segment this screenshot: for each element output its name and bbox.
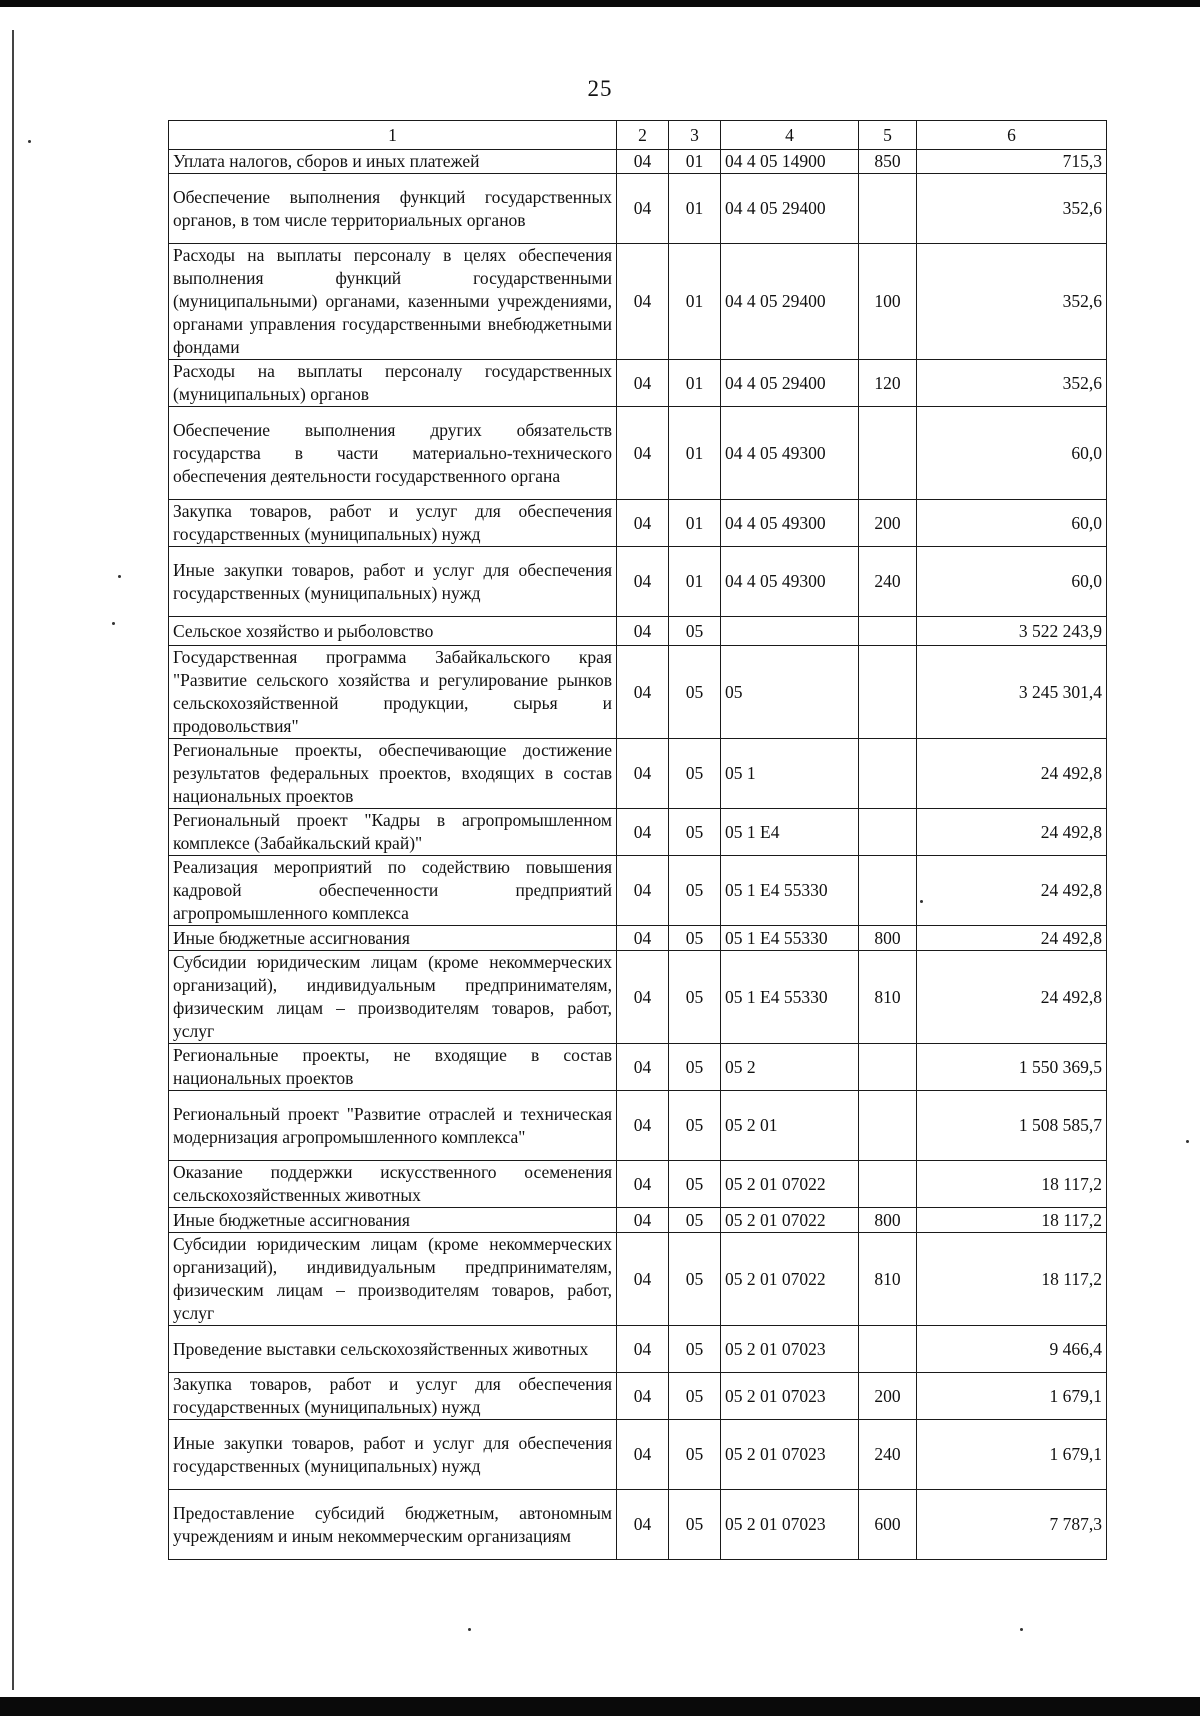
row-cost-type-cell <box>859 856 917 926</box>
row-subsection-cell: 05 <box>669 1326 721 1373</box>
row-name-cell: Региональные проекты, не входящие в состав национальных проектов <box>169 1044 617 1091</box>
row-csr-cell: 04 4 05 49300 <box>721 547 859 617</box>
row-section-cell: 04 <box>617 407 669 500</box>
table-row <box>169 1326 1107 1373</box>
row-subsection-cell: 05 <box>669 1373 721 1420</box>
row-section-cell: 04 <box>617 360 669 407</box>
row-section-cell: 04 <box>617 646 669 739</box>
row-amount-cell: 352,6 <box>917 360 1107 407</box>
row-cost-type-cell: 200 <box>859 1373 917 1420</box>
row-name-cell: Оказание поддержки искусственного осеменения сельскохозяйственных животных <box>169 1161 617 1208</box>
row-subsection-cell: 05 <box>669 926 721 951</box>
row-amount-cell: 24 492,8 <box>917 856 1107 926</box>
row-subsection-cell: 01 <box>669 407 721 500</box>
row-name-cell: Иные закупки товаров, работ и услуг для обеспечения государственных (муниципальных) нужд <box>169 1420 617 1490</box>
row-name-cell: Региональные проекты, обеспечивающие достижение результатов федеральных проектов, входящих в состав национальных проектов <box>169 739 617 809</box>
row-cost-type-cell <box>859 809 917 856</box>
row-amount-cell: 3 245 301,4 <box>917 646 1107 739</box>
row-csr-cell: 04 4 05 29400 <box>721 360 859 407</box>
scan-speck <box>920 900 923 903</box>
row-name-cell: Региональный проект "Развитие отраслей и техническая модернизация агропромышленного комплекса" <box>169 1091 617 1161</box>
table-row <box>169 856 1107 926</box>
table-row <box>169 1233 1107 1326</box>
table-row <box>169 1208 1107 1233</box>
row-csr-cell: 05 2 01 07022 <box>721 1161 859 1208</box>
table-row <box>169 150 1107 174</box>
row-name-cell: Проведение выставки сельскохозяйственных животных <box>169 1326 617 1373</box>
row-amount-cell: 24 492,8 <box>917 951 1107 1044</box>
row-section-cell: 04 <box>617 951 669 1044</box>
row-name-cell: Государственная программа Забайкальского края "Развитие сельского хозяйства и регулирование рынков сельскохозяйственной продукции, сырья и продовольствия" <box>169 646 617 739</box>
row-cost-type-cell <box>859 1091 917 1161</box>
row-subsection-cell: 05 <box>669 646 721 739</box>
scan-top-border <box>0 0 1200 7</box>
row-name-cell: Иные бюджетные ассигнования <box>169 926 617 951</box>
table-row <box>169 951 1107 1044</box>
row-name-cell: Сельское хозяйство и рыболовство <box>169 617 617 646</box>
row-name-cell: Предоставление субсидий бюджетным, автономным учреждениям и иным некоммерческим организациям <box>169 1490 617 1560</box>
row-csr-cell: 05 2 01 07023 <box>721 1373 859 1420</box>
row-amount-cell: 18 117,2 <box>917 1233 1107 1326</box>
row-cost-type-cell: 810 <box>859 951 917 1044</box>
row-cost-type-cell <box>859 1044 917 1091</box>
row-name-cell: Расходы на выплаты персоналу государственных (муниципальных) органов <box>169 360 617 407</box>
table-row <box>169 926 1107 951</box>
row-name-cell: Обеспечение выполнения других обязательств государства в части материально-технического обеспечения деятельности государственного органа <box>169 407 617 500</box>
row-subsection-cell: 05 <box>669 809 721 856</box>
header-cell-cost-type: 5 <box>859 121 917 150</box>
row-section-cell: 04 <box>617 1044 669 1091</box>
row-csr-cell: 05 1 E4 55330 <box>721 926 859 951</box>
table-row <box>169 360 1107 407</box>
row-cost-type-cell: 240 <box>859 1420 917 1490</box>
row-amount-cell: 60,0 <box>917 500 1107 547</box>
row-cost-type-cell: 800 <box>859 1208 917 1233</box>
row-subsection-cell: 05 <box>669 739 721 809</box>
row-amount-cell: 3 522 243,9 <box>917 617 1107 646</box>
row-section-cell: 04 <box>617 174 669 244</box>
row-cost-type-cell: 240 <box>859 547 917 617</box>
row-amount-cell: 24 492,8 <box>917 926 1107 951</box>
budget-table <box>168 120 1107 1560</box>
row-section-cell: 04 <box>617 547 669 617</box>
row-subsection-cell: 01 <box>669 244 721 360</box>
table-row <box>169 617 1107 646</box>
table-row <box>169 1091 1107 1161</box>
row-name-cell: Уплата налогов, сборов и иных платежей <box>169 150 617 174</box>
row-section-cell: 04 <box>617 739 669 809</box>
row-csr-cell: 05 2 01 07023 <box>721 1490 859 1560</box>
row-cost-type-cell <box>859 739 917 809</box>
row-csr-cell: 05 2 01 07023 <box>721 1326 859 1373</box>
row-csr-cell: 04 4 05 29400 <box>721 174 859 244</box>
table-row <box>169 1044 1107 1091</box>
header-cell-csr: 4 <box>721 121 859 150</box>
header-cell-amount: 6 <box>917 121 1107 150</box>
table-row <box>169 739 1107 809</box>
row-amount-cell: 1 679,1 <box>917 1420 1107 1490</box>
row-name-cell: Закупка товаров, работ и услуг для обеспечения государственных (муниципальных) нужд <box>169 500 617 547</box>
row-cost-type-cell <box>859 1161 917 1208</box>
row-amount-cell: 24 492,8 <box>917 739 1107 809</box>
row-section-cell: 04 <box>617 500 669 547</box>
row-name-cell: Расходы на выплаты персоналу в целях обеспечения выполнения функций государственными (муниципальными) органами, казенными учреждениями, органами управления государственными внебюджетными фондами <box>169 244 617 360</box>
row-subsection-cell: 05 <box>669 617 721 646</box>
row-csr-cell: 05 <box>721 646 859 739</box>
row-section-cell: 04 <box>617 856 669 926</box>
row-cost-type-cell <box>859 617 917 646</box>
table-body <box>169 150 1107 1560</box>
row-subsection-cell: 01 <box>669 547 721 617</box>
row-cost-type-cell <box>859 646 917 739</box>
row-cost-type-cell: 810 <box>859 1233 917 1326</box>
row-subsection-cell: 05 <box>669 1490 721 1560</box>
row-section-cell: 04 <box>617 1326 669 1373</box>
row-subsection-cell: 05 <box>669 1091 721 1161</box>
row-csr-cell: 05 1 E4 55330 <box>721 951 859 1044</box>
row-subsection-cell: 05 <box>669 1161 721 1208</box>
table-row <box>169 1161 1107 1208</box>
row-section-cell: 04 <box>617 150 669 174</box>
row-name-cell: Субсидии юридическим лицам (кроме некоммерческих организаций), индивидуальным предпринимателям, физическим лицам – производителям товаров, работ, услуг <box>169 951 617 1044</box>
row-section-cell: 04 <box>617 1373 669 1420</box>
row-amount-cell: 60,0 <box>917 547 1107 617</box>
row-amount-cell: 1 550 369,5 <box>917 1044 1107 1091</box>
row-subsection-cell: 01 <box>669 500 721 547</box>
row-amount-cell: 18 117,2 <box>917 1208 1107 1233</box>
row-section-cell: 04 <box>617 1420 669 1490</box>
row-section-cell: 04 <box>617 1490 669 1560</box>
row-subsection-cell: 01 <box>669 174 721 244</box>
table-row <box>169 500 1107 547</box>
row-subsection-cell: 05 <box>669 1420 721 1490</box>
header-cell-name: 1 <box>169 121 617 150</box>
row-subsection-cell: 05 <box>669 1233 721 1326</box>
scan-speck <box>1186 1140 1189 1143</box>
scan-left-edge <box>12 30 14 1690</box>
row-section-cell: 04 <box>617 1161 669 1208</box>
row-cost-type-cell: 600 <box>859 1490 917 1560</box>
row-subsection-cell: 05 <box>669 1208 721 1233</box>
row-name-cell: Обеспечение выполнения функций государственных органов, в том числе территориальных органов <box>169 174 617 244</box>
table-row <box>169 646 1107 739</box>
row-csr-cell: 05 1 E4 55330 <box>721 856 859 926</box>
row-cost-type-cell: 100 <box>859 244 917 360</box>
row-section-cell: 04 <box>617 1233 669 1326</box>
table-row <box>169 1373 1107 1420</box>
row-csr-cell: 05 2 01 07022 <box>721 1208 859 1233</box>
table-row <box>169 244 1107 360</box>
row-subsection-cell: 05 <box>669 951 721 1044</box>
scan-speck <box>28 140 31 143</box>
table-row <box>169 1420 1107 1490</box>
scan-speck <box>112 622 115 625</box>
row-name-cell: Иные закупки товаров, работ и услуг для обеспечения государственных (муниципальных) нужд <box>169 547 617 617</box>
row-name-cell: Субсидии юридическим лицам (кроме некоммерческих организаций), индивидуальным предпринимателям, физическим лицам – производителям товаров, работ, услуг <box>169 1233 617 1326</box>
row-amount-cell: 352,6 <box>917 244 1107 360</box>
row-csr-cell: 05 2 <box>721 1044 859 1091</box>
scan-speck <box>118 575 121 578</box>
table-row <box>169 174 1107 244</box>
table-row <box>169 407 1107 500</box>
row-name-cell: Региональный проект "Кадры в агропромышленном комплексе (Забайкальский край)" <box>169 809 617 856</box>
header-cell-subsection: 3 <box>669 121 721 150</box>
row-subsection-cell: 05 <box>669 1044 721 1091</box>
row-section-cell: 04 <box>617 1208 669 1233</box>
row-amount-cell: 7 787,3 <box>917 1490 1107 1560</box>
row-subsection-cell: 01 <box>669 360 721 407</box>
row-csr-cell: 04 4 05 49300 <box>721 407 859 500</box>
row-csr-cell <box>721 617 859 646</box>
row-csr-cell: 04 4 05 14900 <box>721 150 859 174</box>
table-row <box>169 547 1107 617</box>
row-csr-cell: 05 1 E4 <box>721 809 859 856</box>
page-number: 25 <box>587 76 613 101</box>
row-subsection-cell: 05 <box>669 856 721 926</box>
table-header-row <box>169 121 1107 150</box>
scan-speck <box>468 1628 471 1631</box>
row-section-cell: 04 <box>617 926 669 951</box>
row-amount-cell: 18 117,2 <box>917 1161 1107 1208</box>
row-section-cell: 04 <box>617 617 669 646</box>
scan-bottom-border <box>0 1697 1200 1716</box>
row-cost-type-cell: 800 <box>859 926 917 951</box>
row-cost-type-cell: 850 <box>859 150 917 174</box>
row-csr-cell: 05 2 01 07023 <box>721 1420 859 1490</box>
row-csr-cell: 05 1 <box>721 739 859 809</box>
row-cost-type-cell <box>859 1326 917 1373</box>
row-csr-cell: 05 2 01 <box>721 1091 859 1161</box>
row-cost-type-cell <box>859 407 917 500</box>
row-amount-cell: 352,6 <box>917 174 1107 244</box>
row-name-cell: Иные бюджетные ассигнования <box>169 1208 617 1233</box>
scan-speck <box>1020 1628 1023 1631</box>
row-section-cell: 04 <box>617 809 669 856</box>
row-name-cell: Закупка товаров, работ и услуг для обеспечения государственных (муниципальных) нужд <box>169 1373 617 1420</box>
row-cost-type-cell: 120 <box>859 360 917 407</box>
row-amount-cell: 24 492,8 <box>917 809 1107 856</box>
row-csr-cell: 04 4 05 29400 <box>721 244 859 360</box>
header-cell-section: 2 <box>617 121 669 150</box>
row-section-cell: 04 <box>617 1091 669 1161</box>
row-amount-cell: 1 679,1 <box>917 1373 1107 1420</box>
row-name-cell: Реализация мероприятий по содействию повышения кадровой обеспеченности предприятий агропромышленного комплекса <box>169 856 617 926</box>
row-section-cell: 04 <box>617 244 669 360</box>
row-csr-cell: 05 2 01 07022 <box>721 1233 859 1326</box>
row-amount-cell: 9 466,4 <box>917 1326 1107 1373</box>
row-cost-type-cell <box>859 174 917 244</box>
row-amount-cell: 1 508 585,7 <box>917 1091 1107 1161</box>
table-row <box>169 809 1107 856</box>
row-cost-type-cell: 200 <box>859 500 917 547</box>
row-csr-cell: 04 4 05 49300 <box>721 500 859 547</box>
row-amount-cell: 715,3 <box>917 150 1107 174</box>
row-amount-cell: 60,0 <box>917 407 1107 500</box>
table-row <box>169 1490 1107 1560</box>
row-subsection-cell: 01 <box>669 150 721 174</box>
